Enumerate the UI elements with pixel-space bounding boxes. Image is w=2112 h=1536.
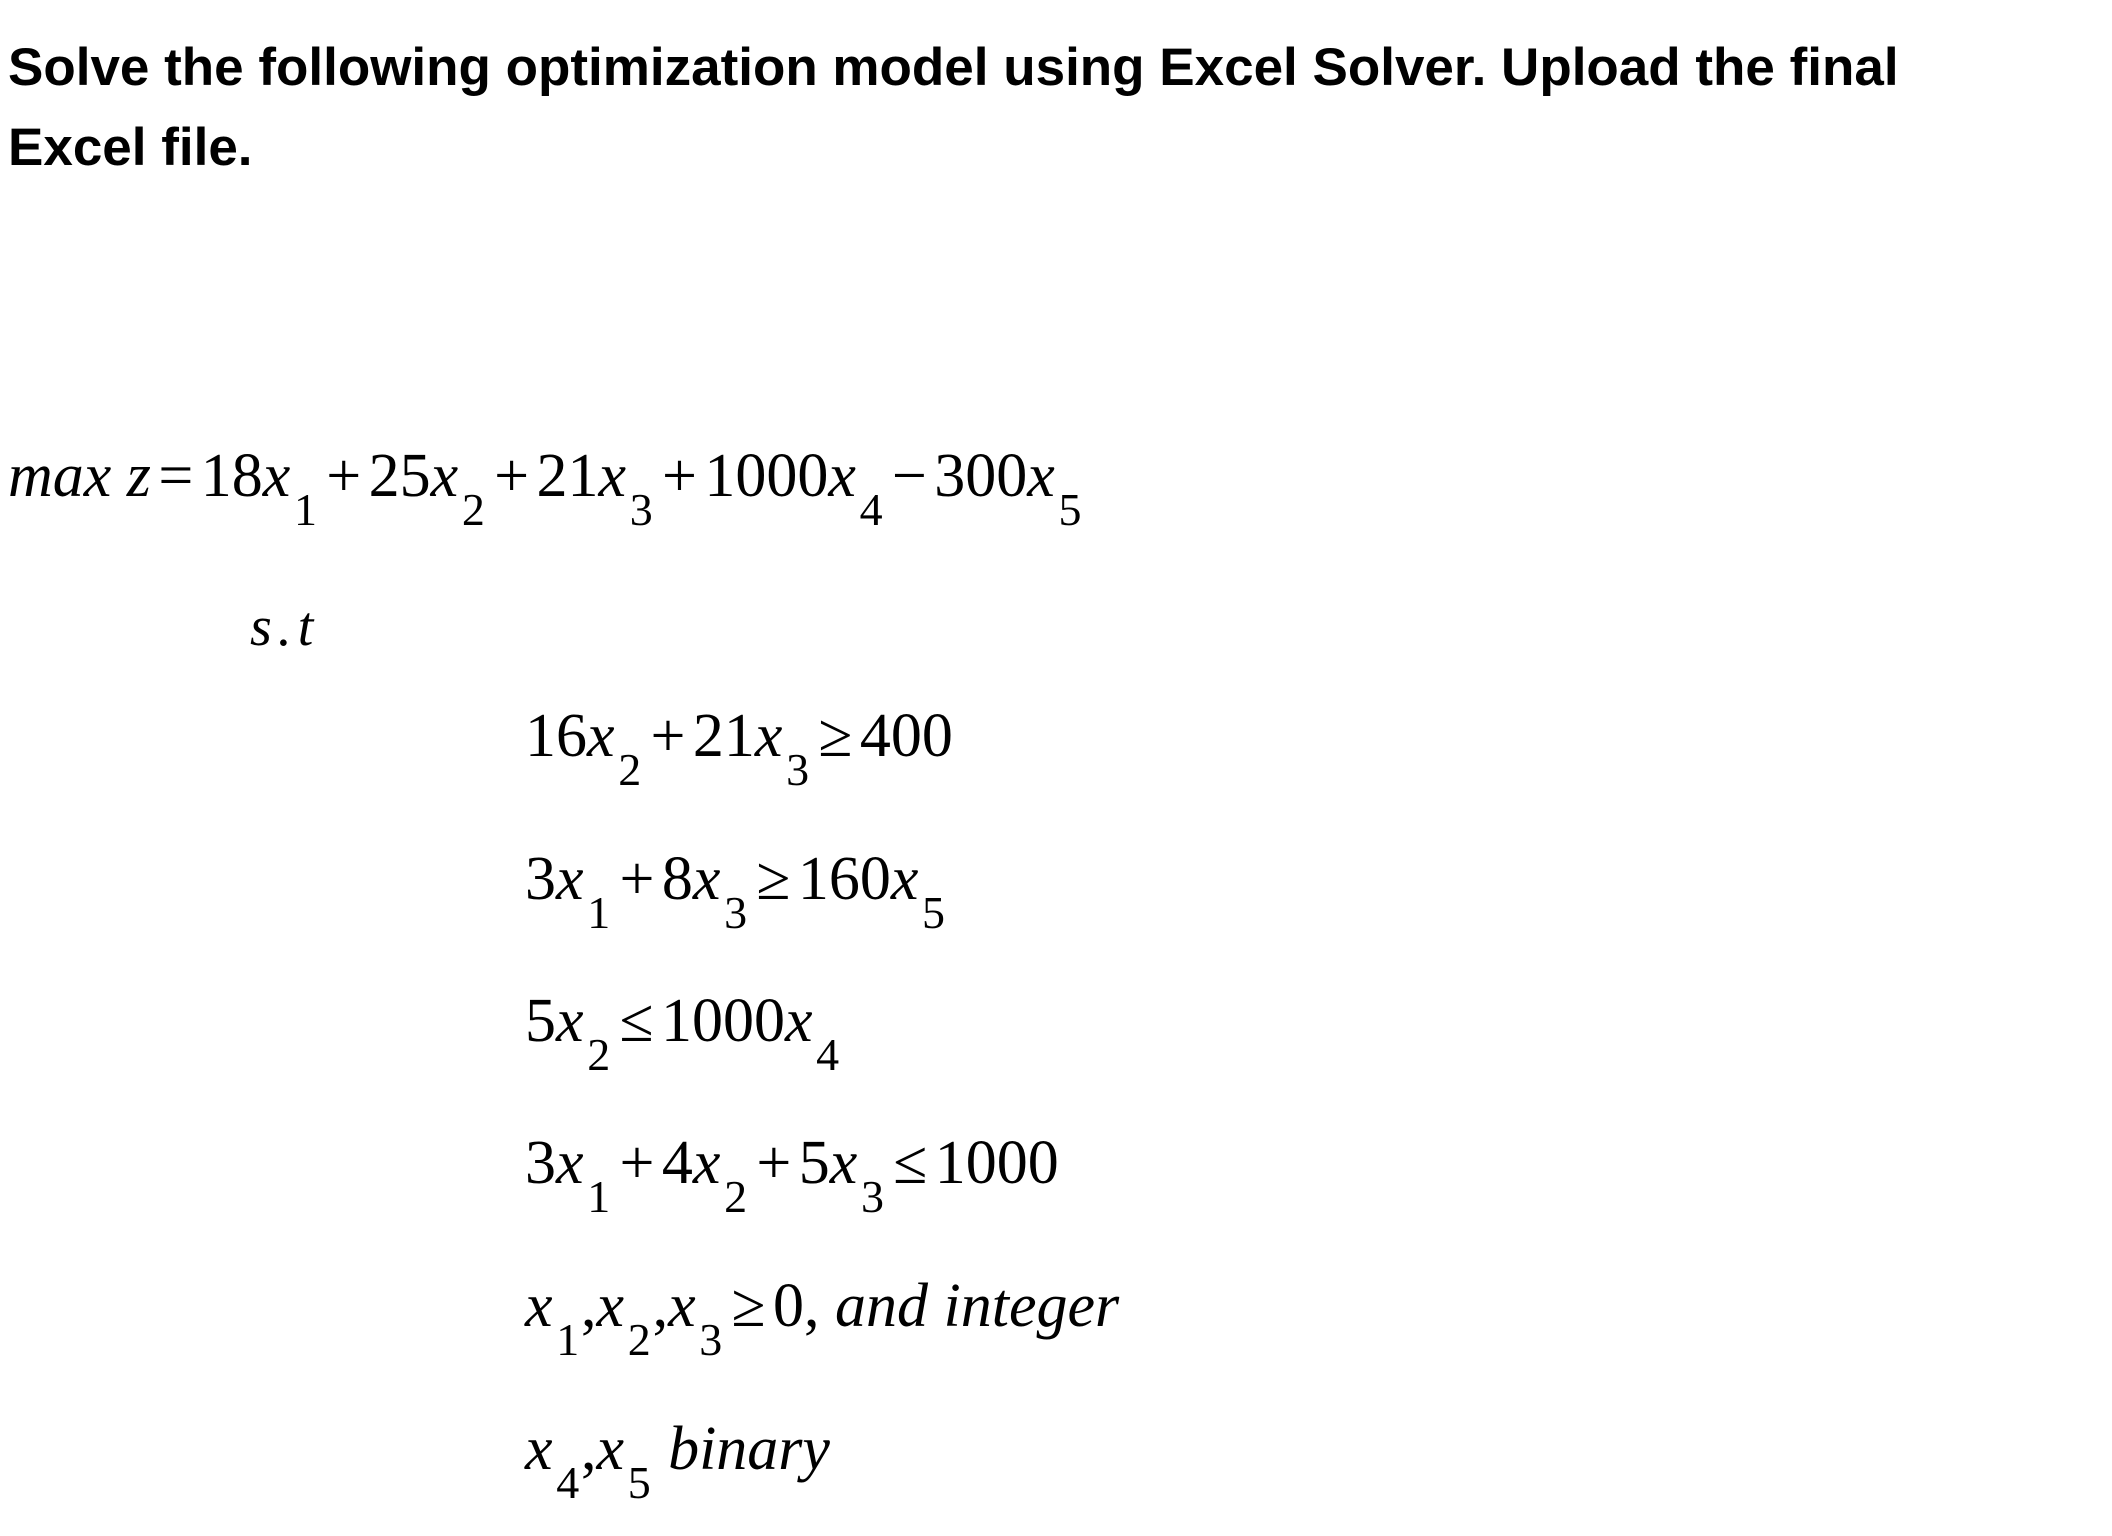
- minus-sign: −: [891, 442, 927, 510]
- coef: 8: [661, 845, 693, 913]
- comma: ,: [581, 1415, 597, 1483]
- question-prompt: [8, 28, 2068, 188]
- sub-x1: 1: [293, 483, 317, 535]
- sub: 2: [587, 1028, 611, 1080]
- coef-x2: 25: [368, 442, 431, 510]
- plus-sign: +: [326, 442, 362, 510]
- constraint-3: [525, 987, 841, 1080]
- sub-x2: 2: [461, 483, 485, 535]
- sub-x5: 5: [1058, 483, 1082, 535]
- constraint-5: [525, 1272, 1120, 1365]
- objective-function: [8, 442, 1083, 535]
- objective-variable: z: [126, 442, 151, 510]
- plus-sign: +: [650, 702, 686, 770]
- sub: 1: [587, 1170, 611, 1222]
- plus-sign: +: [619, 845, 655, 913]
- plus-sign: +: [494, 442, 530, 510]
- var: x: [668, 1272, 696, 1340]
- prompt-line-2: Excel file.: [8, 118, 253, 177]
- rhs: 400: [859, 702, 953, 770]
- var: x: [692, 845, 721, 913]
- coef: 16: [525, 702, 587, 770]
- rhs-sub: 5: [922, 886, 946, 938]
- equals-sign: =: [158, 442, 194, 510]
- relation-sign: ≥: [731, 1272, 766, 1340]
- plus-sign: +: [619, 1129, 655, 1197]
- relation-sign: ≤: [893, 1129, 928, 1197]
- coef: 5: [525, 987, 556, 1055]
- sub: 1: [587, 886, 611, 938]
- rhs-coef: 160: [797, 845, 891, 913]
- plus-sign: +: [756, 1129, 792, 1197]
- plus-sign: +: [662, 442, 697, 510]
- coef-x5: 300: [934, 442, 1028, 510]
- var-x5: x: [1027, 442, 1055, 510]
- sub: 3: [724, 886, 748, 938]
- var: x: [525, 1415, 553, 1483]
- coef: 21: [692, 702, 755, 770]
- rhs-coef: 1000: [660, 987, 785, 1055]
- binary-note: binary: [668, 1415, 830, 1483]
- var: x: [556, 987, 584, 1055]
- var-x2: x: [430, 442, 459, 510]
- prompt-line-1: Solve the following optimization model using Excel Solver. Upload the final: [8, 38, 1899, 97]
- subject-to-label: s.t: [250, 596, 320, 658]
- var: x: [596, 1272, 625, 1340]
- sub: 3: [860, 1170, 884, 1222]
- var: x: [587, 702, 615, 770]
- coef-x1: 18: [200, 442, 263, 510]
- coef: 3: [525, 845, 556, 913]
- max-keyword: max: [8, 442, 112, 510]
- rhs: 1000: [934, 1129, 1059, 1197]
- rhs-var: x: [890, 845, 919, 913]
- coef: 4: [661, 1129, 693, 1197]
- relation-sign: ≥: [818, 702, 853, 770]
- coef: 3: [525, 1129, 556, 1197]
- constraint-6: [525, 1415, 830, 1508]
- sub-x3: 3: [629, 483, 653, 535]
- constraint-4: [525, 1129, 1059, 1222]
- coef: 5: [798, 1129, 830, 1197]
- coef-x4: 1000: [704, 442, 829, 510]
- sub: 2: [627, 1313, 651, 1365]
- sub: 5: [627, 1456, 651, 1508]
- constraint-2: [525, 845, 947, 938]
- var: x: [829, 1129, 858, 1197]
- sub: 3: [786, 743, 810, 795]
- var: x: [596, 1415, 625, 1483]
- rhs: 0,: [773, 1272, 820, 1340]
- var: x: [556, 845, 584, 913]
- sub: 2: [724, 1170, 748, 1222]
- relation-sign: ≥: [756, 845, 791, 913]
- rhs-sub: 4: [816, 1028, 840, 1080]
- var-x3: x: [598, 442, 627, 510]
- var-x1: x: [262, 442, 291, 510]
- integer-note: and integer: [835, 1272, 1120, 1340]
- var: x: [692, 1129, 721, 1197]
- var: x: [754, 702, 783, 770]
- comma: ,: [581, 1272, 597, 1340]
- coef-x3: 21: [536, 442, 599, 510]
- relation-sign: ≤: [619, 987, 654, 1055]
- comma: ,: [652, 1272, 669, 1340]
- sub: 4: [556, 1456, 580, 1508]
- rhs-var: x: [784, 987, 813, 1055]
- var-x4: x: [828, 442, 856, 510]
- var: x: [556, 1129, 584, 1197]
- var: x: [525, 1272, 553, 1340]
- constraint-1: [525, 702, 953, 795]
- sub: 1: [556, 1313, 580, 1365]
- sub-x4: 4: [859, 483, 883, 535]
- sub: 3: [699, 1313, 723, 1365]
- sub: 2: [618, 743, 642, 795]
